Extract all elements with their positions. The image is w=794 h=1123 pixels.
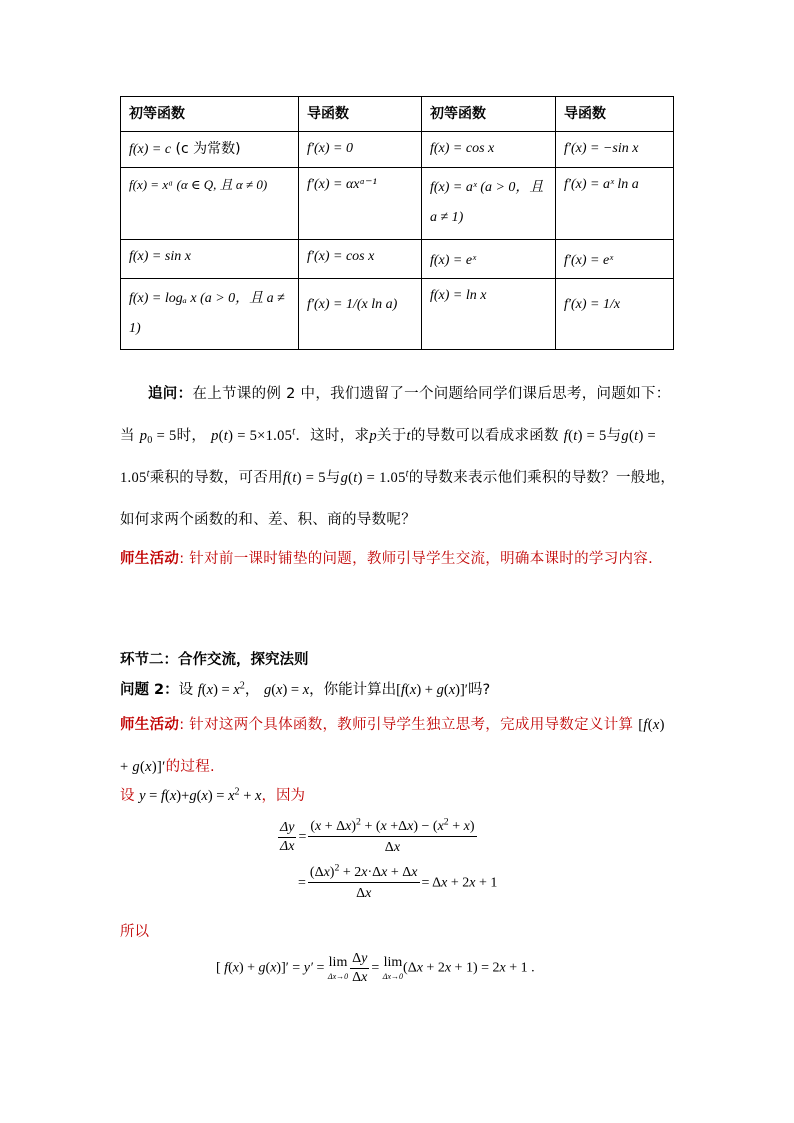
- therefore-label: 所以: [120, 924, 149, 940]
- table-cell: f(x) = ln x: [422, 279, 556, 350]
- table-row: [121, 240, 674, 279]
- activity-label: 师生活动: [120, 551, 180, 567]
- activity-paragraph-2: 师生活动: 针对这两个具体函数，教师引导学生独立思考，完成用导数定义计算 [f(x) + g(x)]′的过程.: [120, 717, 665, 775]
- table-cell: f′(x) = 1/x: [556, 279, 674, 350]
- table-cell: f(x) = sin x: [121, 240, 299, 279]
- table-cell: f′(x) = 0: [299, 132, 422, 168]
- table-cell: f(x) = cos x: [422, 132, 556, 168]
- table-row: [121, 168, 674, 240]
- followup-paragraph: 追问：在上节课的例 2 中，我们遗留了一个问题给同学们课后思考，问题如下：当 $p_0 = 5$时， $p(t) = 5\times 1.05^t$．这时，求p关于t的导数可以看成求函数 f(t) = 5与$g(t) = 1.05^t$乘积的导数，可否用f(t) = 5与$g(t) = 1.05^t$的导数来表示他们乘积的导数？一般地，如何求两个函数的和、差、积、商的导数呢？: [120, 386, 676, 528]
- derivative-table: [120, 96, 674, 350]
- question-2: 问题 2：设 $f(x) = x^2$， g(x) = x，你能计算出[f(x) + g(x)]′吗?: [120, 680, 491, 698]
- table-cell: f′(x) = 1/(x ln a): [299, 279, 422, 350]
- activity-label: 师生活动: [120, 717, 180, 733]
- table-cell: f(x) = c (c 为常数): [121, 132, 299, 168]
- activity-paragraph-1: 师生活动: 针对前一课时铺垫的问题，教师引导学生交流，明确本课时的学习内容.: [120, 551, 654, 567]
- equation-simplified: = $\frac{(\Delta x)^2 + 2x\cdot\Delta x + \Delta x}{\Delta x}$ = Δx + 2x + 1: [298, 862, 498, 901]
- table-row: [121, 279, 674, 350]
- table-cell: f(x) = logₐ x (a > 0，且 a ≠ 1): [121, 279, 299, 350]
- followup-label: 追问：: [148, 386, 193, 402]
- section-title: 环节二：合作交流，探究法则: [120, 652, 309, 668]
- equation-limit: [ f(x) + g(x)]′ = y′ = lim Δx→0 $\frac{\Delta y}{\Delta x}$ = lim Δx→0 (Δx + 2x + 1) = 2x + 1 .: [216, 951, 535, 985]
- derivation-intro: 设 $y = f(x)+g(x) = x^2 + x$，因为: [120, 786, 305, 804]
- table-cell: f′(x) = −sin x: [556, 132, 674, 168]
- table-cell: f′(x) = eˣ: [556, 240, 674, 279]
- table-header: 导函数: [556, 97, 674, 132]
- equation-difference-quotient: $\frac{\Delta y}{\Delta x}$ = $\frac{(x + \Delta x)^2 + (x +\Delta x) - (x^2 + x)}{\Delta x}$: [280, 816, 475, 855]
- table-cell: f′(x) = cos x: [299, 240, 422, 279]
- table-header: 初等函数: [422, 97, 556, 132]
- table-header-row: [121, 97, 674, 132]
- table-cell: f(x) = xᵅ (α ∈ Q, 且 α ≠ 0): [121, 168, 299, 240]
- table-cell: f′(x) = aˣ ln a: [556, 168, 674, 240]
- table-cell: f(x) = eˣ: [422, 240, 556, 279]
- table-cell: f(x) = aˣ (a > 0，且 a ≠ 1): [422, 168, 556, 240]
- table-row: [121, 132, 674, 168]
- table-header: 导函数: [299, 97, 422, 132]
- table-cell: f′(x) = αxᵅ⁻¹: [299, 168, 422, 240]
- table-header: 初等函数: [121, 97, 299, 132]
